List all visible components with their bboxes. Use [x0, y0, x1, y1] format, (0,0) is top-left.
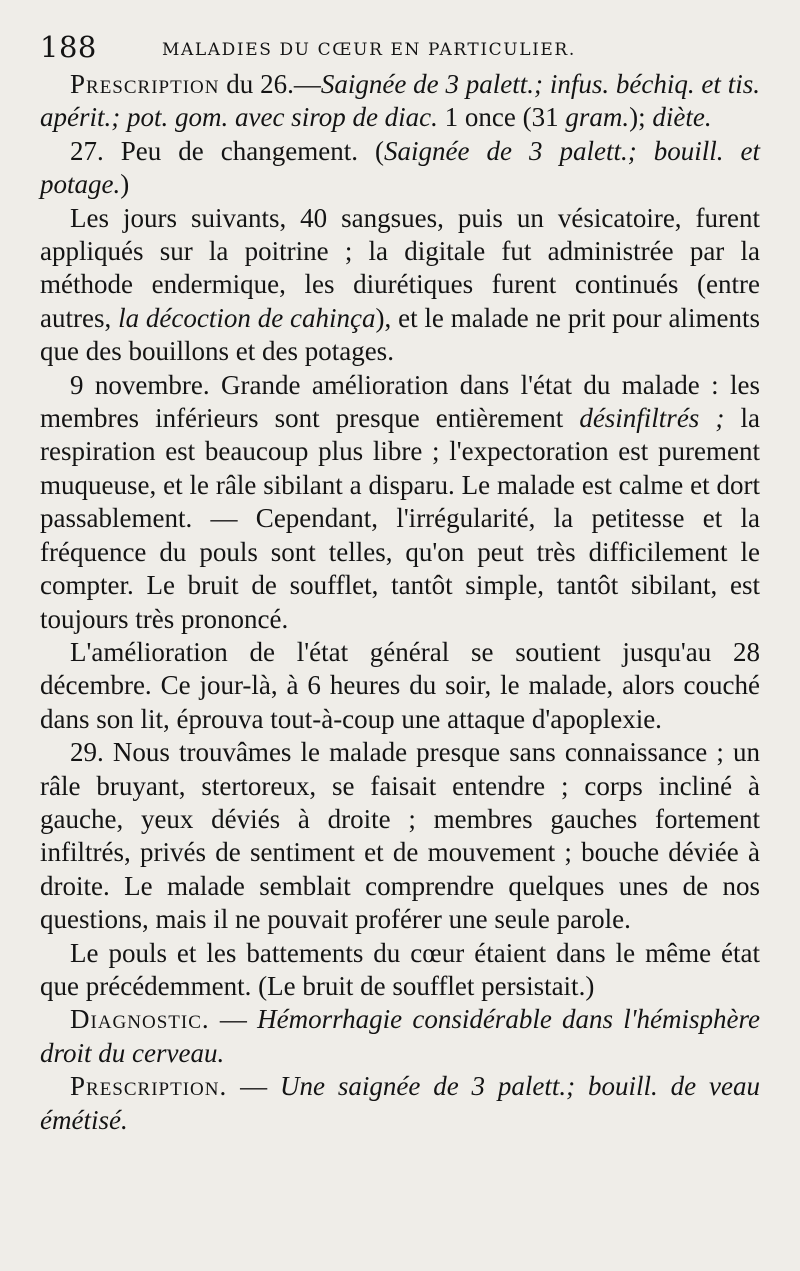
paragraph-29: 29. Nous trouvâmes le malade presque sans connaissance ; un râle bruyant, stertoreux, se faisait entendre ; corps incliné à gauche, yeux déviés à droite ; membres gauches fortement infiltrés, privés de sentiment et de mouvement ; bouche déviée à droite. Le malade semblait comprendre quelques unes de nos questions, mais il ne pouvait proférer une seule parole. [40, 737, 760, 935]
prescription-label: Prescription. [70, 1071, 228, 1102]
paragraph-9-novembre: 9 novembre. Grande amélioration dans l'état du malade : les membres inférieurs sont presque entièrement désinfiltrés ; la respiration est beaucoup plus libre ; l'expectoration est purement muqueuse, et le râle sibilant a disparu. Le malade est calme et dort passablement. — Cependant, l'irrégularité, la petitesse et la fréquence du pouls sont telles, qu'on peut très difficilement le compter. Le bruit de soufflet, tantôt simple, tantôt sibilant, est toujours très prononcé. [40, 369, 760, 634]
page-body [40, 68, 760, 1137]
paragraph-pouls: Le pouls et les battements du cœur étaient dans le même état que précédemment. (Le bruit de soufflet persistait.) [40, 937, 760, 1001]
paragraph-prescription-final: Prescription. — Une saignée de 3 palett.; bouill. de veau émétisé. [40, 1071, 760, 1135]
diagnostic-label: Diagnostic. [70, 1004, 210, 1035]
paragraph-diagnostic: Diagnostic. — Hémorrhagie considérable dans l'hémisphère droit du cerveau. [40, 1004, 761, 1068]
paragraph-amelioration: L'amélioration de l'état général se soutient jusqu'au 28 décembre. Ce jour-là, à 6 heures du soir, le malade, alors couché dans son lit, éprouva tout-à-coup une attaque d'apoplexie. [40, 636, 760, 734]
page-number: 188 [40, 30, 97, 64]
prescription-label: Prescription [70, 69, 220, 99]
paragraph-jours-suivants: Les jours suivants, 40 sangsues, puis un vésicatoire, furent appliqués sur la poitrine ; la digitale fut administrée par la méthode endermique, les diurétiques furent continués (entre autres, la décoction de cahinça), et le malade ne prit pour aliments que des bouillons et des potages. [40, 202, 760, 367]
page-header [40, 26, 760, 68]
paragraph-prescription-26: Prescription du 26.—Saignée de 3 palett.; infus. béchiq. et tis. apérit.; pot. gom. avec sirop de diac. 1 once (31 gram.); diète. [40, 69, 760, 133]
running-title: MALADIES DU CŒUR EN PARTICULIER. [162, 40, 576, 60]
paragraph-27: 27. Peu de changement. (Saignée de 3 palett.; bouill. et potage.) [40, 135, 760, 200]
